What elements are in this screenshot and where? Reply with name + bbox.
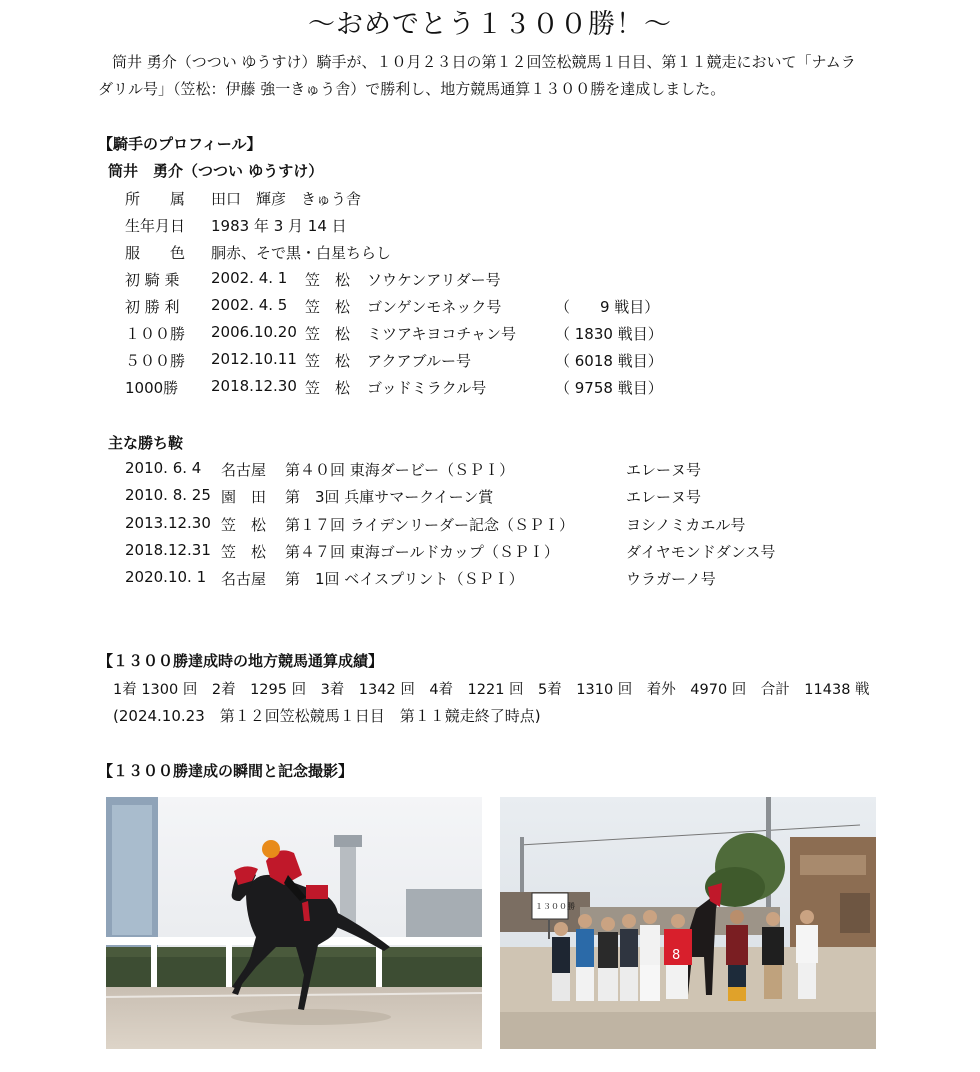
wins-heading: 主な勝ち鞍	[108, 434, 184, 452]
milestone-track: 笠 松	[305, 298, 351, 316]
win-race: 第 1回 ベイスプリント（ＳＰＩ）	[285, 570, 524, 588]
milestone-date: 2012.10.11	[211, 350, 297, 368]
win-race: 第４７回 東海ゴールドカップ（ＳＰＩ）	[285, 543, 559, 561]
milestone-horse: アクアブルー号	[367, 352, 471, 370]
milestone-horse: ソウケンアリダー号	[367, 271, 501, 289]
win-race: 第１７回 ライデンリーダー記念（ＳＰＩ）	[285, 516, 575, 534]
saddle-number: 8	[672, 948, 681, 963]
page-title: ～おめでとう１３００勝！～	[308, 9, 672, 40]
win-date: 2020.10. 1	[125, 568, 207, 586]
win-date: 2010. 8. 25	[125, 486, 211, 504]
win-track: 名古屋	[221, 570, 267, 588]
win-track: 名古屋	[221, 461, 267, 479]
photos-heading: 【１３００勝達成の瞬間と記念撮影】	[98, 762, 354, 780]
milestone-date: 2002. 4. 5	[211, 296, 288, 314]
win-date: 2018.12.31	[125, 541, 211, 559]
milestone-race: （ 6018 戦目）	[555, 352, 663, 370]
birthday-label: 生年月日	[125, 217, 186, 235]
intro-line-1: 筒井 勇介（つつい ゆうすけ）騎手が、１０月２３日の第１２回笠松競馬１日目、第１１競走において「ナムラ	[112, 53, 856, 71]
milestone-label: 1000勝	[125, 379, 179, 397]
win-race: 第 3回 兵庫サマークイーン賞	[285, 488, 494, 506]
profile-heading: 【騎手のプロフィール】	[98, 135, 262, 153]
birthday-value: 1983 年 3 月 14 日	[211, 217, 347, 235]
record-heading: 【１３００勝達成時の地方競馬通算成績】	[98, 652, 384, 670]
milestone-horse: ゴンゲンモネック号	[367, 298, 502, 316]
intro-line-2: ダリル号」（笠松：伊藤 強一きゅう舎）で勝利し、地方競馬通算１３００勝を達成しました。	[98, 80, 726, 98]
celebration-sign: １３００勝	[535, 902, 575, 911]
win-track: 園 田	[221, 488, 267, 506]
win-track: 笠 松	[221, 543, 267, 561]
milestone-date: 2002. 4. 1	[211, 269, 288, 287]
milestone-race: （ 1830 戦目）	[555, 325, 663, 343]
milestone-label: 初 騎 乗	[125, 271, 180, 289]
milestone-horse: ゴッドミラクル号	[367, 379, 487, 397]
milestone-date: 2006.10.20	[211, 323, 297, 341]
milestone-track: 笠 松	[305, 379, 351, 397]
affiliation-label: 所 属	[125, 190, 186, 208]
milestone-track: 笠 松	[305, 352, 351, 370]
win-track: 笠 松	[221, 516, 267, 534]
win-horse: ダイヤモンドダンス号	[626, 543, 776, 561]
milestone-track: 笠 松	[305, 325, 351, 343]
milestone-race: （ 9 戦目）	[555, 298, 660, 316]
winning-moment-photo	[106, 797, 482, 1049]
win-race: 第４０回 東海ダービー（ＳＰＩ）	[285, 461, 515, 479]
milestone-track: 笠 松	[305, 271, 351, 289]
colors-label: 服 色	[125, 244, 186, 262]
win-horse: エレーヌ号	[626, 488, 702, 506]
milestone-date: 2018.12.30	[211, 377, 297, 395]
commemorative-photo	[500, 797, 876, 1049]
jockey-name: 筒井 勇介（つつい ゆうすけ）	[108, 162, 324, 180]
win-horse: エレーヌ号	[626, 461, 702, 479]
milestone-label: ５００勝	[125, 352, 186, 370]
affiliation-value: 田口 輝彦 きゅう舎	[211, 190, 362, 208]
win-date: 2013.12.30	[125, 514, 211, 532]
milestone-label: １００勝	[125, 325, 186, 343]
milestone-label: 初 勝 利	[125, 298, 180, 316]
colors-value: 胴赤、そで黒・白星ちらし	[211, 244, 392, 262]
record-note: (2024.10.23 第１２回笠松競馬１日目 第１１競走終了時点)	[113, 707, 541, 725]
milestone-horse: ミツアキヨコチャン号	[367, 325, 516, 343]
win-horse: ウラガーノ号	[626, 570, 716, 588]
record-line: 1着 1300 回 2着 1295 回 3着 1342 回 4着 1221 回 5着 1310 回 着外 4970 回 合計 11438 戦	[113, 682, 870, 698]
win-date: 2010. 6. 4	[125, 459, 202, 477]
win-horse: ヨシノミカエル号	[626, 516, 746, 534]
milestone-race: （ 9758 戦目）	[555, 379, 663, 397]
